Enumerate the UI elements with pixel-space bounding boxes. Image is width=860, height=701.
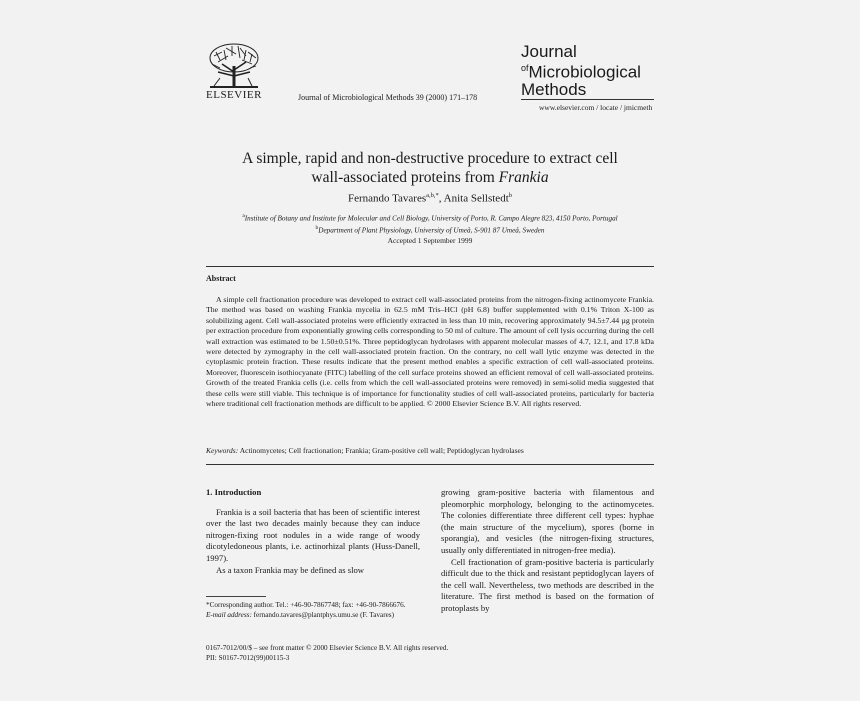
- abstract-body: A simple cell fractionation procedure was developed to extract cell wall-associated proteins from the nitrogen-fixing actinomycete Frankia. The method was based on washing Frankia mycelia in 62.5 mM Tris–HCl (pH 6.8) buffer supplemented with 0.1% Triton X-100 as solubilizing agent. Cell wall-associated proteins were efficiently extracted in less than 10 min, recovering approximately 94.5±7.44 µg protein per extraction procedure from exponentially growing cells corresponding to 50 ml of culture. The amount of cell lysis occurring during the cell wall extraction was estimated to be 1.50±0.51%. Three peptidoglycan hydrolases with apparent molecular masses of 4.7, 12.1, and 17.8 kDa were detected by zymography in the cell wall-associated protein fraction. On the contrary, no cell wall lytic enzyme was detected in the cytoplasmic protein fraction. These results indicate that the present method enables a specific extraction of cell wall-associated proteins. Moreover, fluorescein isothiocyanate (FITC) labelling of the cell surface proteins showed an efficient removal of cell wall-associated proteins. Growth of the treated Frankia cells (i.e. cells from which the cell wall-associated proteins were removed) in semi-solid media suggested that these cells were still viable. This technique is of importance for functionality studies of cell wall-associated proteins, particularly for bacteria where traditional cell fractionation methods are difficult to be applied. © 2000 Elsevier Science B.V. All rights reserved.: [206, 295, 654, 409]
- journal-title: [521, 43, 641, 98]
- author-list: [170, 192, 690, 205]
- affiliation-b-marker: b: [315, 225, 319, 232]
- footnote: [206, 601, 420, 620]
- article-title: [170, 149, 690, 187]
- left-column: [206, 487, 420, 576]
- keywords: [206, 446, 654, 455]
- article-title-genus: Frankia: [498, 169, 549, 186]
- footnote-email: fernando.tavares@plantphys.umu.se (F. Tavares): [251, 610, 394, 619]
- footnote-rule: [206, 596, 266, 597]
- pii-line: PII: S0167-7012(99)00115-3: [206, 654, 290, 662]
- journal-title-line1: Journal: [521, 42, 577, 61]
- intro-paragraph-1: Frankia is a soil bacteria that has been of scientific interest over the last two decades mainly because they can induce nitrogen-fixing root nodules in a wide range of woody dicotyledoneous plants, i.e. actinorhizal plants (Huss-Danell, 1997).: [206, 506, 420, 563]
- elsevier-logo: [206, 42, 262, 100]
- abstract-top-rule: [206, 266, 654, 267]
- abstract-heading: Abstract: [206, 274, 236, 283]
- elsevier-tree-icon: [206, 42, 262, 90]
- affiliation-a: Institute of Botany and Institute for Molecular and Cell Biology, University of Porto, R. Campo Alegre 823, 4150 Porto, Portugal: [244, 214, 618, 223]
- journal-title-line3: Methods: [521, 79, 587, 99]
- journal-url: www.elsevier.com / locate / jmicmeth: [539, 103, 653, 112]
- author-1-affil: a,b,*: [426, 192, 439, 199]
- intro-paragraph-4: Cell fractionation of gram-positive bacteria is particularly difficult due to the thick and resistant peptidoglycan layers of the cell wall. Nevertheless, two methods are described in the literature. The first method is based on the formation of protoplasts by: [441, 556, 654, 613]
- copyright-footer: [206, 643, 448, 663]
- header-citation: Journal of Microbiological Methods 39 (2000) 171–178: [298, 93, 478, 102]
- intro-paragraph-2: As a taxon Frankia may be defined as slow: [216, 564, 364, 575]
- footnote-corresponding: *Corresponding author. Tel.: +46-90-7867748; fax: +46-90-7866676.: [206, 601, 406, 609]
- right-column: [441, 487, 654, 615]
- keywords-list: Actinomycetes; Cell fractionation; Frankia; Gram-positive cell wall; Peptidoglycan hydrolases: [238, 446, 524, 455]
- author-2: Anita Sellstedt: [443, 192, 509, 205]
- author-2-affil: b: [508, 192, 512, 199]
- journal-title-of: of: [521, 63, 529, 73]
- accepted-date: Accepted 1 September 1999: [387, 236, 473, 245]
- affiliations: [170, 211, 690, 236]
- keywords-label: Keywords:: [206, 446, 239, 455]
- intro-paragraph-3: growing gram-positive bacteria with filamentous and pleomorphic morphology, belonging to the actinomycetes. The colonies differentiate three different cell types: hyphae (the main structure of the mycelium), spores (borne in sporangia), and vesicles (the nitrogen-fixing structures, usually only differentiated in nitrogen-free media).: [441, 487, 654, 555]
- author-separator: ,: [438, 192, 444, 205]
- section-heading-introduction: 1. Introduction: [206, 487, 262, 497]
- article-title-line1: A simple, rapid and non-destructive procedure to extract cell: [242, 150, 618, 167]
- affiliation-b: Department of Plant Physiology, University of Umeå, S-901 87 Umeå, Sweden: [318, 226, 545, 235]
- journal-divider: [521, 99, 654, 100]
- article-title-line2: wall-associated proteins from: [311, 169, 499, 186]
- affiliation-a-marker: a: [242, 213, 245, 219]
- journal-title-line2: Microbiological: [528, 62, 641, 82]
- footnote-email-label: E-mail address:: [206, 610, 252, 619]
- author-1: Fernando Tavares: [347, 192, 427, 205]
- publisher-name: ELSEVIER: [206, 89, 262, 101]
- front-matter-line: 0167-7012/00/$ – see front matter © 2000 Elsevier Science B.V. All rights reserved.: [206, 644, 449, 652]
- abstract-bottom-rule: [206, 464, 654, 465]
